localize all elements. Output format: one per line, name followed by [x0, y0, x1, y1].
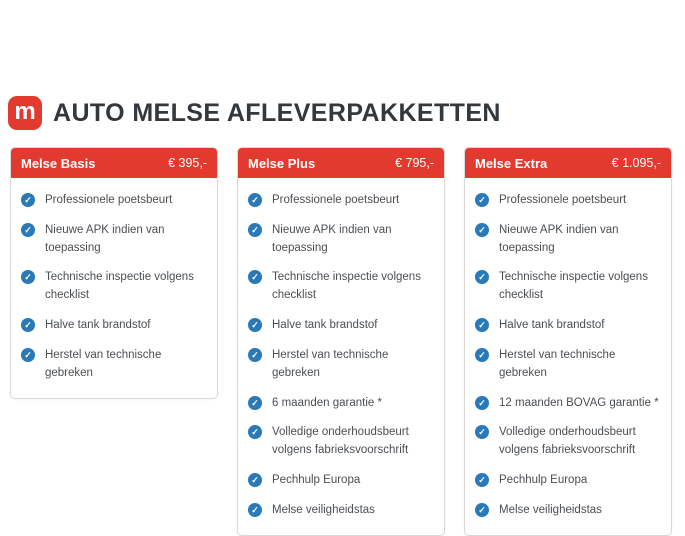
check-icon: ✓: [475, 270, 489, 284]
check-icon: ✓: [475, 473, 489, 487]
check-icon: ✓: [475, 348, 489, 362]
list-item: [475, 466, 661, 496]
list-item: [475, 341, 661, 389]
check-icon: ✓: [248, 473, 262, 487]
page-title: AUTO MELSE AFLEVERPAKKETTEN: [53, 98, 501, 127]
package-card-header: [465, 148, 671, 178]
list-item: [475, 389, 661, 419]
feature-label: Halve tank brandstof: [272, 319, 378, 332]
check-icon: ✓: [248, 396, 262, 410]
feature-label: Nieuwe APK indien van toepassing: [499, 223, 619, 254]
check-icon: ✓: [475, 396, 489, 410]
feature-label: Pechhulp Europa: [272, 473, 361, 486]
feature-label: Volledige onderhoudsbeurt volgens fabrieksvoorschrift: [499, 426, 636, 457]
feature-label: Technische inspectie volgens checklist: [272, 271, 421, 302]
check-icon: ✓: [248, 503, 262, 517]
list-item: [475, 186, 661, 216]
check-icon: ✓: [248, 425, 262, 439]
package-price: € 1.095,-: [611, 156, 661, 170]
package-card-header: [238, 148, 444, 178]
check-icon: ✓: [21, 193, 35, 207]
list-item: [475, 216, 661, 264]
feature-label: Professionele poetsbeurt: [272, 194, 400, 206]
auto-melse-logo-icon: m: [8, 96, 42, 130]
feature-label: Professionele poetsbeurt: [45, 194, 173, 206]
feature-label: Nieuwe APK indien van toepassing: [45, 223, 165, 254]
package-card-plus: [237, 147, 445, 536]
check-icon: ✓: [248, 270, 262, 284]
package-price: € 395,-: [168, 156, 207, 170]
feature-label: Melse veiligheidstas: [272, 503, 375, 516]
feature-label: Herstel van technische gebreken: [272, 348, 389, 379]
check-icon: ✓: [21, 348, 35, 362]
feature-list: [11, 178, 217, 398]
list-item: [248, 418, 434, 466]
check-icon: ✓: [475, 503, 489, 517]
check-icon: ✓: [475, 425, 489, 439]
check-icon: ✓: [248, 193, 262, 207]
list-item: [475, 496, 661, 526]
package-card-header: [11, 148, 217, 178]
check-icon: ✓: [21, 270, 35, 284]
feature-label: Technische inspectie volgens checklist: [45, 271, 194, 302]
feature-list: [238, 178, 444, 535]
list-item: [248, 311, 434, 341]
list-item: [475, 311, 661, 341]
check-icon: ✓: [248, 348, 262, 362]
package-name: Melse Plus: [248, 155, 316, 171]
check-icon: ✓: [475, 193, 489, 207]
list-item: [248, 496, 434, 526]
list-item: [475, 418, 661, 466]
list-item: [248, 341, 434, 389]
check-icon: ✓: [21, 318, 35, 332]
list-item: [475, 263, 661, 311]
feature-label: Halve tank brandstof: [45, 319, 151, 332]
list-item: [21, 216, 207, 264]
package-name: Melse Basis: [21, 155, 96, 171]
page-header: [0, 0, 685, 130]
feature-label: Nieuwe APK indien van toepassing: [272, 223, 392, 254]
feature-label: Melse veiligheidstas: [499, 503, 602, 516]
check-icon: ✓: [248, 223, 262, 237]
list-item: [248, 216, 434, 264]
list-item: [248, 389, 434, 419]
list-item: [248, 263, 434, 311]
package-card-basis: [10, 147, 218, 399]
feature-label: Professionele poetsbeurt: [499, 194, 627, 206]
package-card-extra: [464, 147, 672, 536]
package-cards-row: [0, 130, 685, 536]
list-item: [21, 186, 207, 216]
check-icon: ✓: [475, 318, 489, 332]
list-item: [248, 186, 434, 216]
list-item: [248, 466, 434, 496]
package-name: Melse Extra: [475, 155, 548, 171]
feature-label: 12 maanden BOVAG garantie *: [499, 396, 659, 409]
check-icon: ✓: [475, 223, 489, 237]
feature-label: Herstel van technische gebreken: [499, 348, 616, 379]
feature-label: Pechhulp Europa: [499, 473, 588, 486]
feature-label: Herstel van technische gebreken: [45, 348, 162, 379]
feature-label: 6 maanden garantie *: [272, 396, 382, 409]
check-icon: ✓: [21, 223, 35, 237]
feature-label: Technische inspectie volgens checklist: [499, 271, 648, 302]
feature-label: Volledige onderhoudsbeurt volgens fabrieksvoorschrift: [272, 426, 409, 457]
list-item: [21, 311, 207, 341]
feature-label: Halve tank brandstof: [499, 319, 605, 332]
list-item: [21, 341, 207, 389]
feature-list: [465, 178, 671, 535]
list-item: [21, 263, 207, 311]
package-price: € 795,-: [395, 156, 434, 170]
check-icon: ✓: [248, 318, 262, 332]
